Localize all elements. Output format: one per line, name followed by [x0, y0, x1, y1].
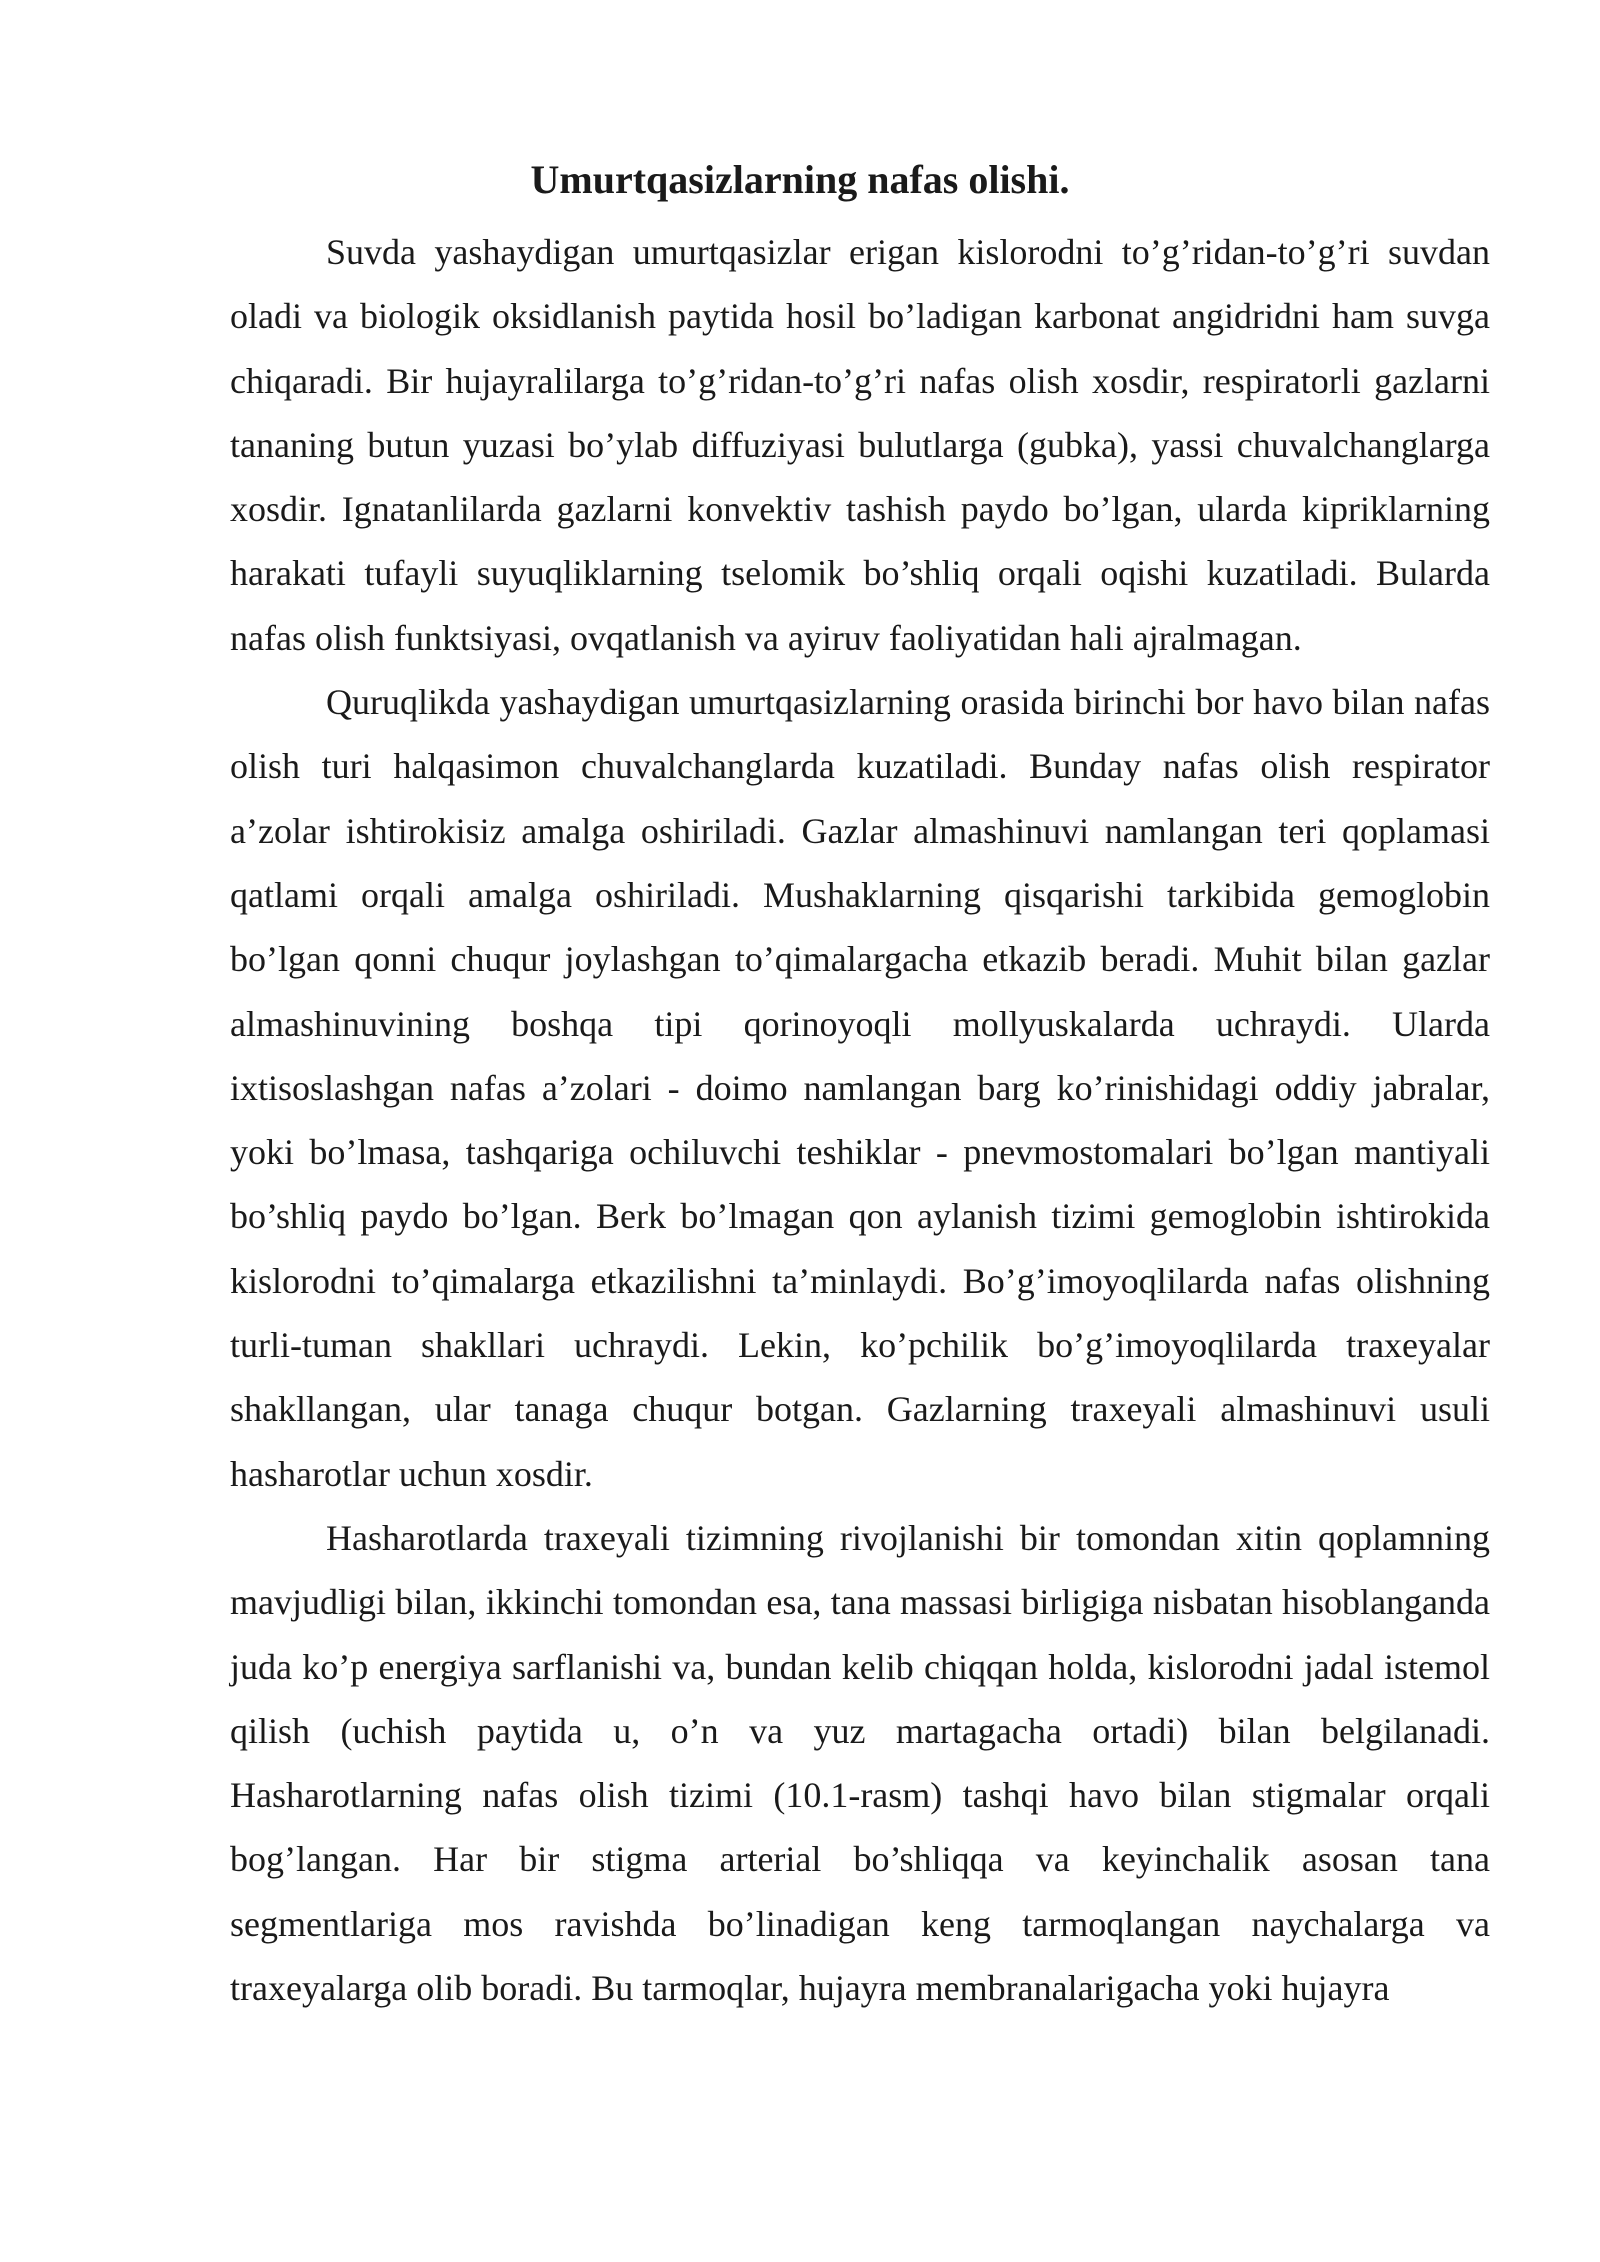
paragraph-3: Hasharotlarda traxeyali tizimning rivojlanishi bir tomondan xitin qoplamning mavjudligi bilan, ikkinchi tomondan esa, tana massasi birligiga nisbatan hisoblanganda juda ko’p energiya sarflanishi va, bundan kelib chiqqan holda, kislorodni jadal istemol qilish (uchish paytida u, o’n va yuz martagacha ortadi) bilan belgilanadi. Hasharotlarning nafas olish tizimi (10.1-rasm) tashqi havo bilan stigmalar orqali bog’langan. Har bir stigma arterial bo’shliqqa va keyinchalik asosan tana segmentlariga mos ravishda bo’linadigan keng tarmoqlangan naychalarga va traxeyalarga olib boradi. Bu tarmoqlar, hujayra membranalarigacha yoki hujayra [230, 1517, 1490, 2009]
paragraph-1: Suvda yashaydigan umurtqasizlar erigan kislorodni to’g’ridan-to’g’ri suvdan oladi va biologik oksidlanish paytida hosil bo’ladigan karbonat angidridni ham suvga chiqaradi. Bir hujayralilarga to’g’ridan-to’g’ri nafas olish xosdir, respiratorli gazlarni tananing butun yuzasi bo’ylab diffuziyasi bulutlarga (gubka), yassi chuvalchanglarga xosdir. Ignatanlilarda gazlarni konvektiv tashish paydo bo’lgan, ularda kipriklarning harakati tufayli suyuqliklarning tselomik bo’shliq orqali oqishi kuzatiladi. Bularda nafas olish funktsiyasi, ovqatlanish va ayiruv faoliyatidan hali ajralmagan. [230, 232, 1490, 658]
paragraph-2: Quruqlikda yashaydigan umurtqasizlarning orasida birinchi bor havo bilan nafas olish turi halqasimon chuvalchanglarda kuzatiladi. Bunday nafas olish respirator a’zolar ishtirokisiz amalga oshiriladi. Gazlar almashinuvi namlangan teri qoplamasi qatlami orqali amalga oshiriladi. Mushaklarning qisqarishi tarkibida gemoglobin bo’lgan qonni chuqur joylashgan to’qimalargacha etkazib beradi. Muhit bilan gazlar almashinuvining boshqa tipi qorinoyoqli mollyuskalarda uchraydi. Ularda ixtisoslashgan nafas a’zolari - doimo namlangan barg ko’rinishidagi oddiy jabralar, yoki bo’lmasa, tashqariga ochiluvchi teshiklar - pnevmostomalari bo’lgan mantiyali bo’shliq paydo bo’lgan. Berk bo’lmagan qon aylanish tizimi gemoglobin ishtirokida kislorodni to’qimalarga etkazilishni ta’minlaydi. Bo’g’imoyoqlilarda nafas olishning turli-tuman shakllari uchraydi. Lekin, ko’pchilik bo’g’imoyoqlilarda traxeyalar shakllangan, ular tanaga chuqur botgan. Gazlarning traxeyali almashinuvi usuli hasharotlar uchun xosdir. [230, 682, 1490, 1494]
document-body [230, 220, 1490, 2020]
document-title: Umurtqasizlarning nafas olishi. [530, 157, 1070, 202]
